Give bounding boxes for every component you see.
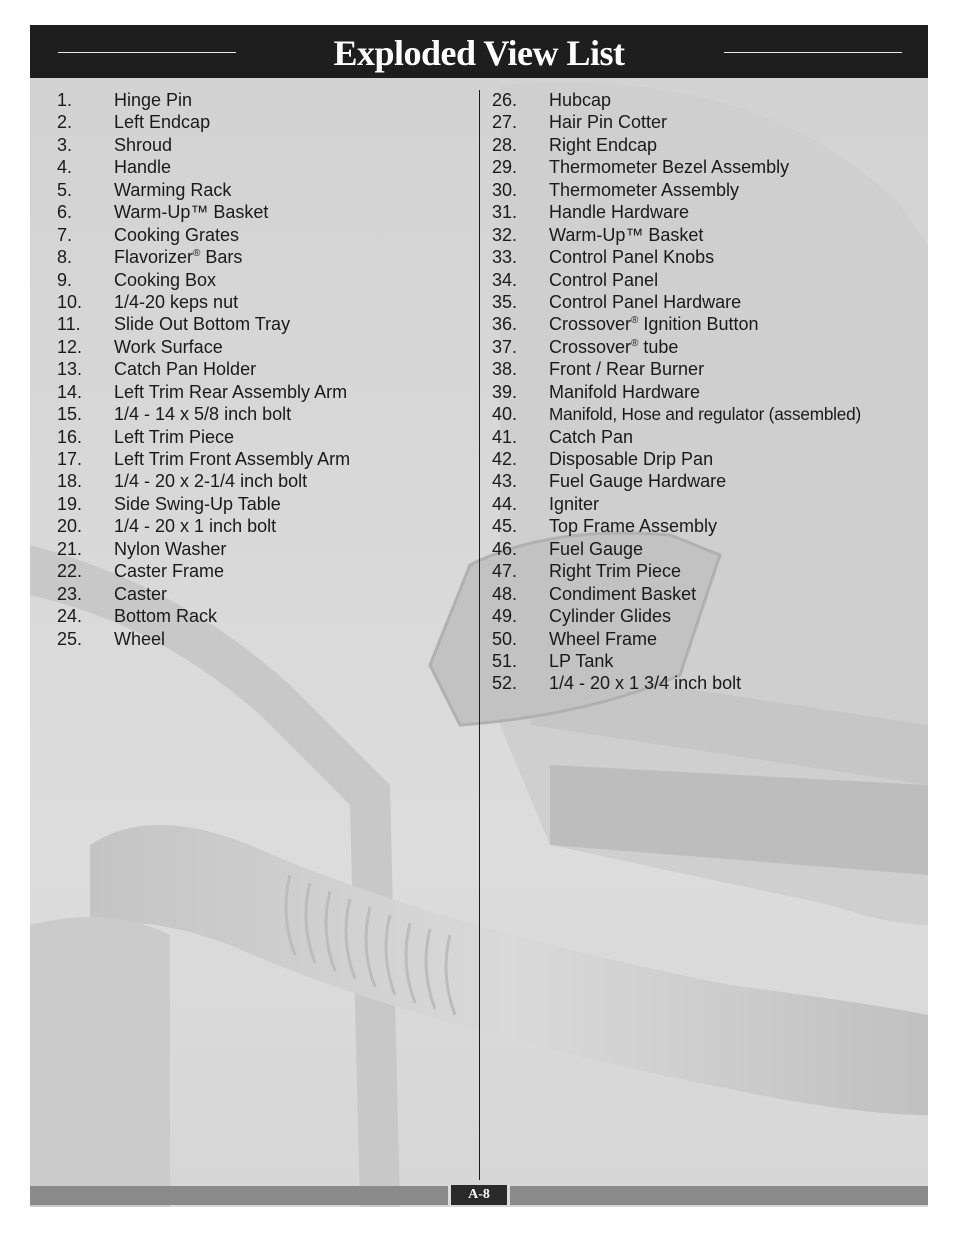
list-item xyxy=(57,336,350,358)
list-item xyxy=(57,515,350,537)
list-item xyxy=(492,291,861,313)
item-label: Wheel Frame xyxy=(549,628,658,649)
item-label: Manifold, Hose and regulator (assembled) xyxy=(549,404,862,425)
item-label: Crossover xyxy=(549,336,632,357)
list-item xyxy=(492,493,861,515)
item-label: Crossover xyxy=(549,314,632,335)
item-number: 20. xyxy=(57,516,83,537)
list-item xyxy=(57,358,350,380)
list-item xyxy=(492,224,861,246)
item-label: Condiment Basket xyxy=(549,583,697,604)
item-number: 33. xyxy=(492,247,518,268)
list-item xyxy=(57,134,350,156)
list-item xyxy=(57,381,350,403)
item-label: LP Tank xyxy=(549,650,614,671)
page-panel xyxy=(30,25,928,1207)
list-item xyxy=(492,560,861,582)
item-number: 48. xyxy=(492,583,518,604)
item-label-suffix: Bars xyxy=(200,247,243,268)
item-number: 52. xyxy=(492,673,518,694)
item-label: Catch Pan xyxy=(549,426,634,447)
item-label: Side Swing-Up Table xyxy=(114,493,281,514)
item-label: Caster xyxy=(114,583,168,604)
item-label: 1/4 - 14 x 5/8 inch bolt xyxy=(114,404,292,425)
parts-list-right xyxy=(492,89,861,695)
list-item xyxy=(57,426,350,448)
list-item xyxy=(492,470,861,492)
item-number: 5. xyxy=(57,179,73,200)
page-title: Exploded View List xyxy=(333,33,625,73)
item-number: 51. xyxy=(492,650,518,671)
item-number: 50. xyxy=(492,628,518,649)
list-item xyxy=(57,313,350,335)
list-item xyxy=(492,89,861,111)
list-item xyxy=(492,201,861,223)
item-label: Cylinder Glides xyxy=(549,606,672,627)
list-item xyxy=(57,201,350,223)
item-label: Left Trim Front Assembly Arm xyxy=(114,449,351,469)
list-item xyxy=(57,89,350,111)
item-number: 21. xyxy=(57,538,83,559)
item-label: 1/4 - 20 x 2-1/4 inch bolt xyxy=(114,471,308,492)
list-item xyxy=(57,291,350,313)
item-number: 32. xyxy=(492,224,518,245)
item-number: 2. xyxy=(57,112,73,133)
item-label: Igniter xyxy=(549,493,600,514)
list-item xyxy=(57,224,350,246)
list-item xyxy=(492,650,861,672)
item-number: 11. xyxy=(57,314,81,335)
item-number: 43. xyxy=(492,471,518,492)
registered-mark: ® xyxy=(631,315,639,327)
item-label: Flavorizer xyxy=(114,247,194,268)
list-item xyxy=(492,111,861,133)
parts-list-left xyxy=(57,89,350,650)
item-number: 26. xyxy=(492,90,518,110)
item-label: Handle xyxy=(114,157,172,178)
item-number: 23. xyxy=(57,583,83,604)
item-label: Manifold Hardware xyxy=(549,381,701,402)
item-number: 42. xyxy=(492,449,518,469)
item-label-suffix: Ignition Button xyxy=(638,314,759,335)
item-label: Cooking Box xyxy=(114,269,217,290)
item-label: 1/4-20 keps nut xyxy=(114,291,239,312)
list-item xyxy=(57,470,350,492)
item-number: 41. xyxy=(492,426,518,447)
item-label: Left Endcap xyxy=(114,112,211,133)
item-number: 45. xyxy=(492,516,518,537)
item-label: Catch Pan Holder xyxy=(114,359,257,380)
item-number: 14. xyxy=(57,381,83,402)
item-number: 19. xyxy=(57,493,83,514)
item-number: 6. xyxy=(57,202,73,223)
item-label: Hinge Pin xyxy=(114,90,193,110)
item-label: Left Trim Rear Assembly Arm xyxy=(114,381,348,402)
item-number: 31. xyxy=(492,202,518,223)
item-label: Work Surface xyxy=(114,336,223,357)
item-number: 39. xyxy=(492,381,518,402)
item-number: 17. xyxy=(57,449,83,469)
list-item xyxy=(57,111,350,133)
item-label-suffix: tube xyxy=(638,336,679,357)
list-item xyxy=(492,605,861,627)
list-item xyxy=(492,179,861,201)
item-label: Right Trim Piece xyxy=(549,561,682,582)
item-label: Hair Pin Cotter xyxy=(549,112,668,133)
item-label: Nylon Washer xyxy=(114,538,227,559)
item-label: Left Trim Piece xyxy=(114,426,235,447)
item-number: 47. xyxy=(492,561,518,582)
item-number: 40. xyxy=(492,404,518,425)
item-label: Control Panel Knobs xyxy=(549,247,715,268)
item-number: 25. xyxy=(57,628,83,649)
item-number: 18. xyxy=(57,471,83,492)
list-item xyxy=(57,179,350,201)
item-label: Fuel Gauge Hardware xyxy=(549,471,727,492)
list-item xyxy=(492,538,861,560)
item-label: Wheel xyxy=(114,628,166,649)
item-number: 35. xyxy=(492,291,518,312)
item-label: Right Endcap xyxy=(549,134,658,155)
item-label: Warm-Up™ Basket xyxy=(549,224,704,245)
item-label: Control Panel xyxy=(549,269,659,290)
item-number: 44. xyxy=(492,493,518,514)
item-number: 34. xyxy=(492,269,518,290)
item-number: 24. xyxy=(57,606,83,627)
list-item xyxy=(492,134,861,156)
list-item xyxy=(57,560,350,582)
list-item xyxy=(57,628,350,650)
item-label: Top Frame Assembly xyxy=(549,516,718,537)
item-number: 7. xyxy=(57,224,73,245)
list-item xyxy=(492,583,861,605)
item-number: 27. xyxy=(492,112,518,133)
registered-mark: ® xyxy=(631,337,639,349)
list-item xyxy=(492,358,861,380)
item-label: Disposable Drip Pan xyxy=(549,449,714,469)
list-item xyxy=(57,493,350,515)
item-label: 1/4 - 20 x 1 inch bolt xyxy=(114,516,277,537)
list-item xyxy=(57,403,350,425)
item-number: 36. xyxy=(492,314,518,335)
item-label: Slide Out Bottom Tray xyxy=(114,314,291,335)
item-label: Warming Rack xyxy=(114,179,232,200)
list-item xyxy=(57,156,350,178)
list-item xyxy=(57,246,350,268)
item-number: 37. xyxy=(492,336,518,357)
item-number: 4. xyxy=(57,157,73,178)
list-item xyxy=(492,672,861,694)
list-item xyxy=(492,628,861,650)
list-item xyxy=(492,269,861,291)
item-label: Cooking Grates xyxy=(114,224,240,245)
item-label: Warm-Up™ Basket xyxy=(114,202,269,223)
list-item xyxy=(492,381,861,403)
item-number: 16. xyxy=(57,426,83,447)
registered-mark: ® xyxy=(193,248,201,260)
item-label: Control Panel Hardware xyxy=(549,291,742,312)
list-item xyxy=(492,515,861,537)
list-item xyxy=(57,538,350,560)
item-number: 13. xyxy=(57,359,83,380)
item-number: 1. xyxy=(57,90,73,110)
page-number: A-8 xyxy=(448,1185,510,1205)
item-number: 49. xyxy=(492,606,518,627)
item-number: 38. xyxy=(492,359,518,380)
item-number: 9. xyxy=(57,269,73,290)
list-item xyxy=(492,246,861,268)
item-label: Shroud xyxy=(114,134,173,155)
list-item xyxy=(492,313,861,335)
item-number: 30. xyxy=(492,179,518,200)
item-number: 29. xyxy=(492,157,518,178)
list-item xyxy=(57,583,350,605)
item-number: 46. xyxy=(492,538,518,559)
list-item xyxy=(57,605,350,627)
item-number: 3. xyxy=(57,134,73,155)
list-item xyxy=(492,403,861,425)
item-number: 10. xyxy=(57,291,83,312)
item-label: Bottom Rack xyxy=(114,606,218,627)
item-label: Caster Frame xyxy=(114,561,225,582)
item-number: 8. xyxy=(57,247,73,268)
list-item xyxy=(492,156,861,178)
list-item xyxy=(57,269,350,291)
item-label: Fuel Gauge xyxy=(549,538,644,559)
item-label: Front / Rear Burner xyxy=(549,359,705,380)
item-number: 28. xyxy=(492,134,518,155)
item-number: 12. xyxy=(57,336,83,357)
list-item xyxy=(492,336,861,358)
list-item xyxy=(492,426,861,448)
item-label: Thermometer Bezel Assembly xyxy=(549,157,790,178)
item-label: Handle Hardware xyxy=(549,202,690,223)
item-label: 1/4 - 20 x 1 3/4 inch bolt xyxy=(549,673,742,694)
item-label: Hubcap xyxy=(549,90,612,110)
item-number: 15. xyxy=(57,404,83,425)
column-divider xyxy=(479,90,480,1180)
item-label: Thermometer Assembly xyxy=(549,179,740,200)
item-number: 22. xyxy=(57,561,83,582)
list-item xyxy=(492,448,861,470)
list-item xyxy=(57,448,350,470)
